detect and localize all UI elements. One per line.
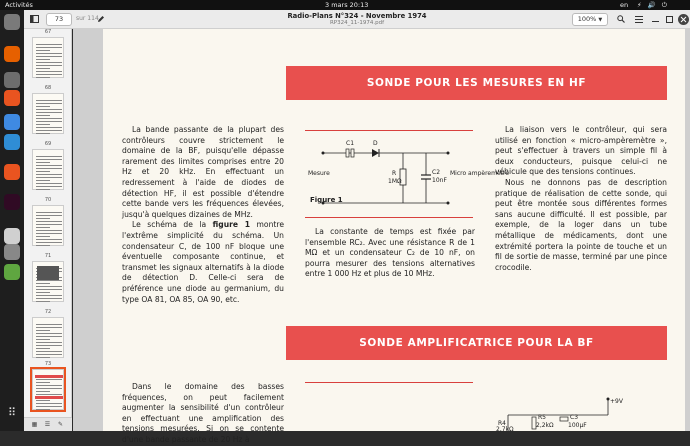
document-canvas[interactable] bbox=[73, 29, 690, 444]
annotation-icon: ✎ bbox=[57, 421, 64, 428]
page-thumbnail[interactable] bbox=[32, 205, 64, 246]
document-title: Radio-Plans N°324 - Novembre 1974 bbox=[287, 12, 427, 20]
page-number-input[interactable]: 73 bbox=[46, 13, 72, 26]
browser-icon[interactable] bbox=[4, 164, 20, 180]
label-r: R bbox=[392, 170, 397, 177]
paragraph: Le schéma de la figure 1 montre l'extrême simplicité du schéma. Un condensateur C, de 100 nF bloque une éventuelle composante continue, et transmet les signaux alternatifs à la diode de détection D. Celle-ci sera de préférence une diode au germanium, du type OA 81, OA 85, OA 90, etc. bbox=[122, 220, 284, 304]
label-r-value: 1MΩ bbox=[388, 178, 402, 185]
zoom-value: 100% bbox=[577, 15, 597, 23]
page-thumbnail[interactable] bbox=[32, 369, 64, 410]
chevron-down-icon: ▼ bbox=[598, 17, 603, 23]
paragraph: La bande passante de la plupart des contrôleurs couvre strictement le domaine de la BF, puisqu'elle dépasse rarement des limites comprises entre 20 Hz et 20 kHz. En effectuant un redressement à l'aide de diodes de détection HF, il est possible d'étendre cette bande vers les fréquences élevées, jusqu'à quelques dizaines de MHz. bbox=[122, 125, 284, 219]
maximize-button[interactable] bbox=[664, 13, 675, 26]
close-button[interactable] bbox=[678, 14, 689, 25]
thumbnail-page-number: 69 bbox=[44, 141, 52, 147]
label-output: Micro ampèremètre bbox=[450, 170, 510, 177]
label-c3-value: 100µF bbox=[568, 422, 587, 429]
search-icon bbox=[617, 15, 625, 23]
label-c2: C2 bbox=[432, 169, 441, 176]
paragraph: Nous ne donnons pas de description pratique de réalisation de cette sonde, qui peut être montée sous différentes formes sans aucune difficulté. Il est possible, par exemple, de la loger dans un tube métallique de médicaments, dont une extrémité portera la pointe de touche et un fil de sortie de masse, terminé par une pince crocodile. bbox=[495, 177, 667, 272]
disk-icon[interactable] bbox=[4, 244, 20, 260]
document-filename: RP324_11-1974.pdf bbox=[329, 20, 385, 26]
help-icon[interactable] bbox=[4, 114, 20, 130]
system-menu-icons[interactable]: ⚡ 🔊 ⏻ bbox=[637, 1, 669, 9]
sidebar-footer bbox=[24, 417, 72, 431]
section-heading-hf: SONDE POUR LES MESURES EN HF bbox=[286, 66, 667, 100]
paragraph: La liaison vers le contrôleur, qui sera utilisé en fonction « micro-ampèremètre », peut s'effectuer à travers un simple fil à deux conducteurs, puisque celui-ci ne véhicule que des tensions continues. bbox=[495, 125, 667, 177]
thumbnail-page-number: 72 bbox=[44, 309, 52, 315]
label-r5-value: 2,2kΩ bbox=[536, 422, 554, 429]
label-c2-value: 10nF bbox=[432, 177, 447, 184]
figure-caption: Figure 1 bbox=[310, 196, 343, 204]
label-c3: C3 bbox=[570, 414, 579, 421]
dock bbox=[0, 10, 24, 431]
divider bbox=[305, 217, 473, 218]
clock[interactable]: 3 mars 20:13 bbox=[325, 1, 369, 9]
label-c1: C1 bbox=[346, 140, 355, 147]
document-viewer-icon[interactable] bbox=[4, 228, 20, 244]
thumbnail-sidebar[interactable] bbox=[24, 29, 72, 431]
maximize-icon bbox=[666, 16, 673, 23]
page-thumbnail[interactable] bbox=[32, 261, 64, 302]
outline-view-button[interactable] bbox=[43, 421, 52, 429]
show-apps-icon[interactable]: ⠿ bbox=[7, 406, 17, 419]
thumbnail-page-number: 67 bbox=[44, 29, 52, 35]
thumbnail-page-number: 70 bbox=[44, 197, 52, 203]
trash-icon[interactable] bbox=[4, 264, 20, 280]
divider bbox=[305, 382, 473, 383]
thumbnail-page-number: 71 bbox=[44, 253, 52, 259]
firefox-icon[interactable] bbox=[4, 46, 20, 62]
thumbnail-page-number: 73 bbox=[44, 361, 52, 367]
libreoffice-icon[interactable] bbox=[4, 134, 20, 150]
divider bbox=[305, 130, 473, 131]
text-column-1 bbox=[122, 125, 284, 305]
page-thumbnail[interactable] bbox=[32, 37, 64, 78]
main-menu-button[interactable] bbox=[632, 13, 645, 26]
thumbnail-page-number: 68 bbox=[44, 85, 52, 91]
label-input: Mesure bbox=[308, 170, 330, 177]
minimize-icon bbox=[652, 16, 659, 23]
terminal-icon[interactable] bbox=[4, 194, 20, 210]
page-thumbnail[interactable] bbox=[32, 93, 64, 134]
text-column-3 bbox=[495, 125, 667, 273]
label-vplus: +9V bbox=[610, 398, 623, 405]
paragraph: Dans le domaine des basses fréquences, on peut facilement augmenter la sensibilité d'un contrôleur en effectuant une amplification des tensions mesurées. Si on se contente d'une bande passante de 20 Hz à bbox=[122, 382, 284, 444]
document-page bbox=[103, 29, 685, 444]
text-column-2 bbox=[305, 227, 475, 280]
page-total: sur 114 bbox=[76, 15, 99, 22]
files-icon[interactable] bbox=[4, 14, 20, 30]
settings-icon[interactable] bbox=[4, 72, 20, 88]
page-thumbnail[interactable] bbox=[32, 317, 64, 358]
list-icon: ☰ bbox=[44, 421, 51, 428]
close-icon bbox=[681, 17, 686, 22]
text-column-1-section2 bbox=[122, 382, 284, 446]
annotations-view-button[interactable] bbox=[56, 421, 65, 429]
section-heading-bf: SONDE AMPLIFICATRICE POUR LA BF bbox=[286, 326, 667, 360]
page-thumbnail[interactable] bbox=[32, 149, 64, 190]
search-button[interactable] bbox=[614, 13, 627, 26]
software-icon[interactable] bbox=[4, 90, 20, 106]
language-indicator[interactable]: en bbox=[620, 1, 629, 9]
grid-icon: ▦ bbox=[31, 421, 38, 428]
minimize-button[interactable] bbox=[650, 13, 661, 26]
top-bar bbox=[0, 0, 690, 10]
hamburger-icon bbox=[635, 16, 643, 23]
label-r4-value: 2,7kΩ bbox=[496, 426, 514, 433]
label-d: D bbox=[373, 140, 378, 147]
label-r5: R5 bbox=[538, 414, 546, 421]
zoom-selector[interactable] bbox=[572, 13, 608, 26]
activities-button[interactable]: Activités bbox=[5, 1, 33, 9]
header-bar bbox=[24, 10, 690, 29]
paragraph: La constante de temps est fixée par l'ensemble RC₂. Avec une résistance R de 1 MΩ et un condensateur C₂ de 10 nF, on pourra mesurer des tensions alternatives entre 1 000 Hz et plus de 10 MHz. bbox=[305, 227, 475, 279]
thumbnails-view-button[interactable] bbox=[30, 421, 39, 429]
figure-2-circuit-diagram bbox=[498, 389, 628, 431]
label-r4: R4 bbox=[498, 420, 506, 427]
